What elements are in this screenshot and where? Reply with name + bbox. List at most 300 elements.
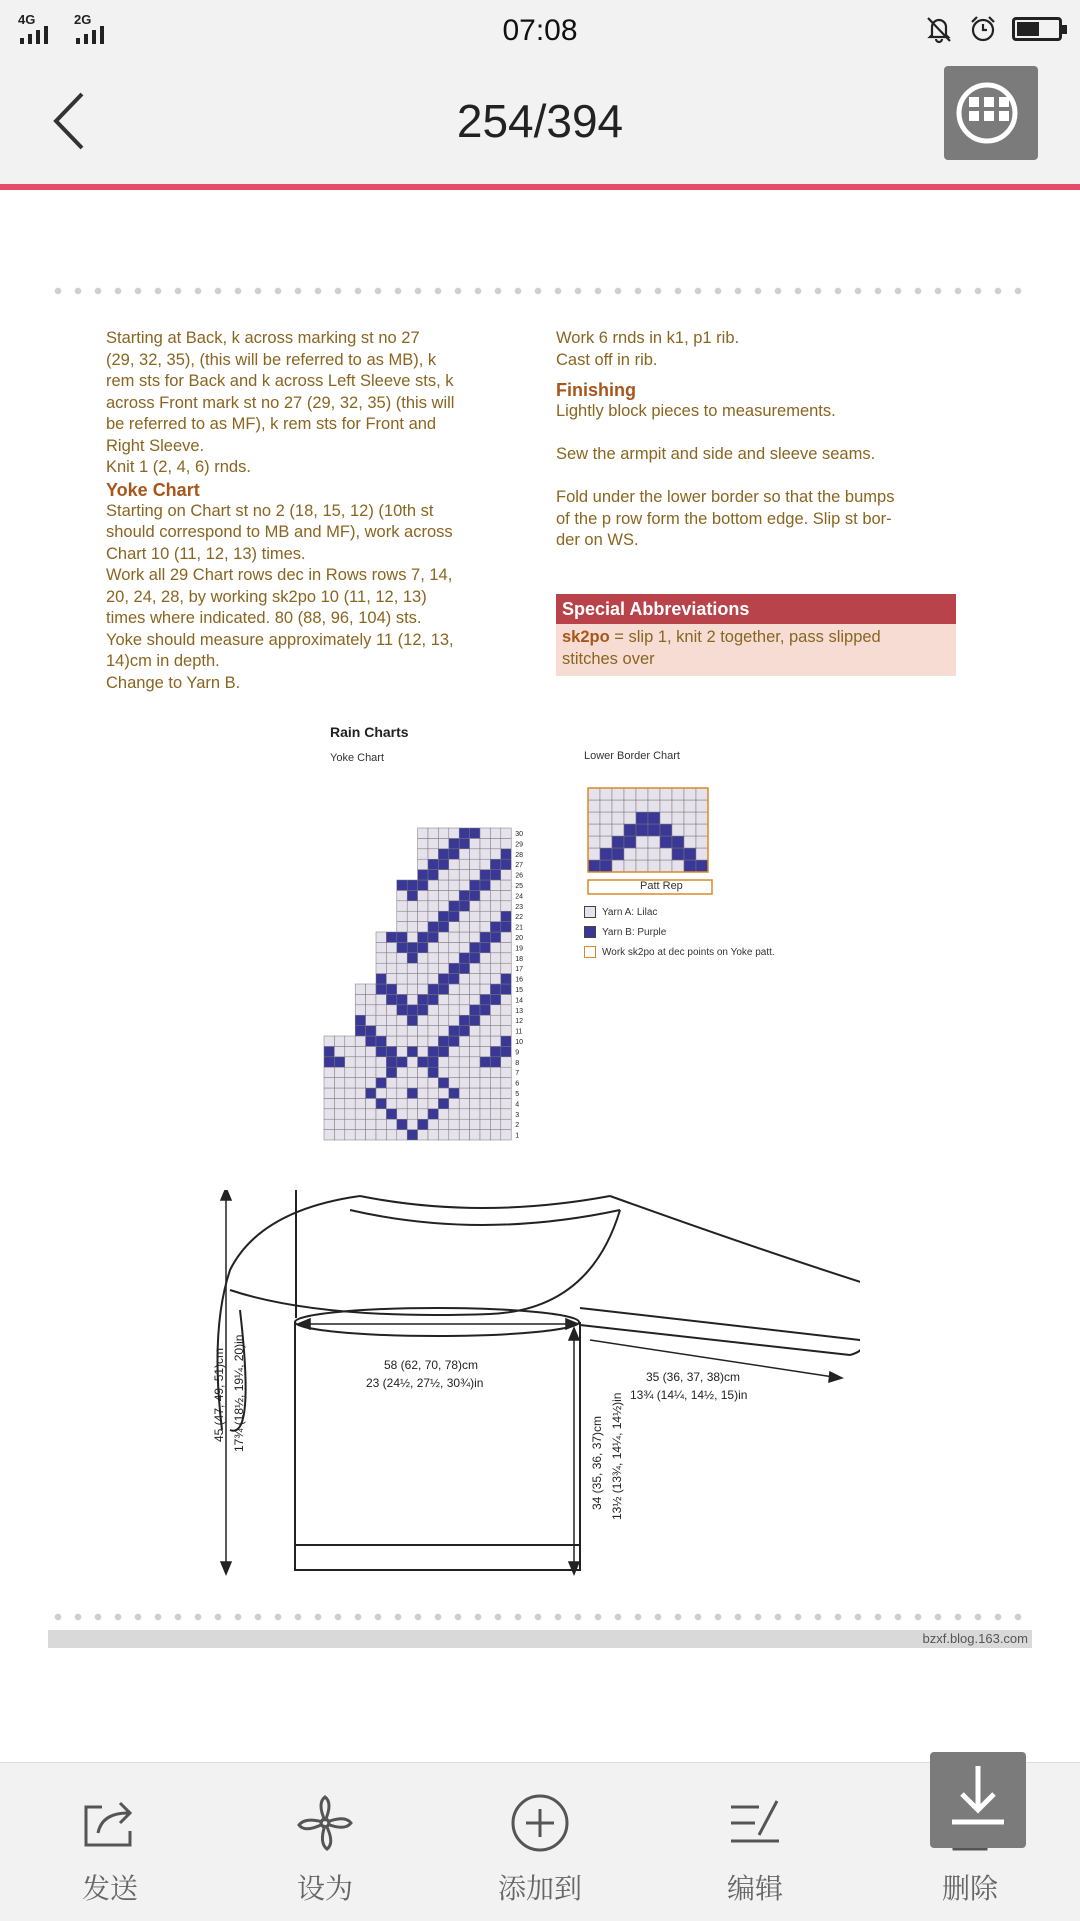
yoke-chart-cell: [397, 1088, 407, 1098]
yoke-chart-cell: [501, 922, 511, 932]
yoke-chart-cell: [438, 1078, 448, 1088]
yoke-chart-cell: [470, 1078, 480, 1088]
yoke-row-number: 16: [515, 976, 523, 984]
yoke-chart-cell: [490, 994, 500, 1004]
yoke-chart-cell: [490, 828, 500, 838]
yoke-chart-cell: [438, 911, 448, 921]
border-chart-cell: [672, 812, 684, 824]
yoke-chart-cell: [428, 870, 438, 880]
yoke-chart-cell: [490, 942, 500, 952]
dotted-divider-bottom: [48, 1612, 1032, 1622]
yoke-chart-cell: [376, 1015, 386, 1025]
yoke-chart-cell: [428, 859, 438, 869]
yoke-chart-cell: [324, 1088, 334, 1098]
yoke-chart-cell: [490, 1078, 500, 1088]
yoke-chart-cell: [428, 890, 438, 900]
yoke-chart-cell: [376, 1046, 386, 1056]
yoke-chart-cell: [459, 849, 469, 859]
yoke-chart-cell: [355, 984, 365, 994]
yoke-chart-cell: [418, 1036, 428, 1046]
border-chart-cell: [684, 836, 696, 848]
yoke-chart-cell: [355, 1098, 365, 1108]
yoke-chart-cell: [428, 922, 438, 932]
abbr-def-2: stitches over: [562, 650, 655, 668]
yoke-chart-cell: [397, 953, 407, 963]
yoke-chart-cell: [418, 849, 428, 859]
yoke-chart-cell: [376, 1057, 386, 1067]
yoke-chart-cell: [449, 974, 459, 984]
border-chart-cell: [612, 824, 624, 836]
border-chart-cell: [588, 800, 600, 812]
yoke-chart-cell: [355, 1057, 365, 1067]
yoke-chart-cell: [324, 1078, 334, 1088]
yoke-chart-cell: [397, 974, 407, 984]
yoke-chart-cell: [501, 942, 511, 952]
yoke-chart-cell: [490, 1026, 500, 1036]
yoke-chart-cell: [459, 1015, 469, 1025]
dotted-divider: [48, 286, 1032, 296]
yoke-chart-cell: [449, 828, 459, 838]
yoke-chart-cell: [459, 1046, 469, 1056]
document-page[interactable]: [0, 190, 1080, 1760]
finishing-line: Fold under the lower border so that the bumps: [556, 488, 895, 506]
yoke-chart-cell: [376, 932, 386, 942]
border-chart-cell: [588, 824, 600, 836]
border-chart-cell: [660, 824, 672, 836]
yoke-chart-cell: [459, 1088, 469, 1098]
yoke-chart-cell: [418, 1078, 428, 1088]
body-measurement: 34 (35, 36, 37)cm: [590, 1415, 604, 1510]
yoke-chart-cell: [480, 1109, 490, 1119]
yoke-chart-cell: [470, 974, 480, 984]
yoke-chart-cell: [480, 1130, 490, 1140]
set-as-button[interactable]: 设为: [260, 1793, 390, 1907]
yoke-chart-cell: [386, 1109, 396, 1119]
yoke-chart-cell: [480, 963, 490, 973]
yoke-chart-cell: [428, 911, 438, 921]
yoke-chart-cell: [407, 984, 417, 994]
download-overlay-button[interactable]: [930, 1752, 1026, 1848]
yoke-chart-cell: [376, 963, 386, 973]
yoke-chart-cell: [324, 1036, 334, 1046]
yoke-chart-cell: [459, 911, 469, 921]
yoke-chart-cell: [418, 974, 428, 984]
yoke-chart-cell: [501, 953, 511, 963]
yoke-chart-cell: [428, 1088, 438, 1098]
yoke-chart-cell: [501, 1057, 511, 1067]
yoke-chart-cell: [428, 1109, 438, 1119]
yoke-chart-cell: [459, 942, 469, 952]
yoke-chart-cell: [407, 1088, 417, 1098]
yoke-chart-cell: [397, 880, 407, 890]
finishing-line: [556, 423, 976, 445]
yoke-chart-cell: [459, 890, 469, 900]
yoke-chart-cell: [490, 849, 500, 859]
border-chart-cell: [600, 824, 612, 836]
yoke-chart-cell: [376, 1088, 386, 1098]
yoke-chart-cell: [345, 1036, 355, 1046]
yoke-chart-cell: [459, 953, 469, 963]
yoke-chart-cell: [376, 1098, 386, 1108]
yoke-chart-cell: [449, 932, 459, 942]
yoke-chart-cell: [438, 984, 448, 994]
grid-icon: [944, 66, 1038, 160]
footer-bar: [48, 1630, 1032, 1648]
finishing-line: [556, 466, 976, 488]
border-chart-cell: [648, 860, 660, 872]
yoke-chart-cell: [386, 1119, 396, 1129]
yoke-chart-cell: [345, 1078, 355, 1088]
yoke-chart-cell: [407, 994, 417, 1004]
sweater-schematic: [200, 1190, 860, 1590]
border-chart-cell: [624, 812, 636, 824]
finishing-line: der on WS.: [556, 531, 639, 549]
yoke-chart-cell: [428, 1046, 438, 1056]
edit-icon: [725, 1793, 785, 1853]
yoke-chart-cell: [355, 1119, 365, 1129]
clock: 07:08: [502, 14, 578, 47]
yoke-chart-cell: [386, 963, 396, 973]
yoke-heading: Yoke Chart: [106, 479, 200, 500]
yoke-chart-cell: [459, 1067, 469, 1077]
yoke-chart-cell: [490, 911, 500, 921]
yoke-chart-cell: [501, 1119, 511, 1129]
yoke-row-number: 21: [515, 924, 523, 932]
yoke-chart-cell: [324, 1130, 334, 1140]
border-chart-cell: [612, 788, 624, 800]
border-chart-cell: [588, 812, 600, 824]
yoke-chart-cell: [407, 911, 417, 921]
yoke-chart-cell: [501, 890, 511, 900]
yoke-chart-cell: [470, 838, 480, 848]
yoke-chart-cell: [407, 1046, 417, 1056]
yoke-chart-cell: [449, 963, 459, 973]
yoke-chart-cell: [428, 828, 438, 838]
yoke-line: should correspond to MB and MF), work across: [106, 523, 453, 541]
yoke-chart-cell: [345, 1046, 355, 1056]
yoke-chart-cell: [355, 1005, 365, 1015]
yoke-row-number: 14: [515, 997, 523, 1005]
yoke-chart-cell: [501, 1015, 511, 1025]
border-chart-cell: [672, 860, 684, 872]
yoke-chart-cell: [438, 1067, 448, 1077]
border-chart-cell: [696, 860, 708, 872]
yoke-chart-cell: [376, 1130, 386, 1140]
yoke-chart-cell: [449, 890, 459, 900]
yoke-chart-cell: [490, 1119, 500, 1129]
yoke-chart-cell: [418, 942, 428, 952]
send-button[interactable]: 发送: [45, 1793, 175, 1907]
lower-border-chart: [576, 766, 746, 896]
yoke-chart-cell: [459, 1109, 469, 1119]
border-chart-cell: [660, 848, 672, 860]
yoke-chart-cell: [470, 880, 480, 890]
rib-text: [556, 328, 976, 371]
yoke-chart-cell: [334, 1109, 344, 1119]
yoke-row-number: 22: [515, 914, 523, 922]
yoke-chart-cell: [490, 953, 500, 963]
yoke-text: [106, 501, 526, 695]
yoke-chart-cell: [407, 1005, 417, 1015]
yoke-chart-cell: [397, 1005, 407, 1015]
yoke-chart-cell: [428, 1036, 438, 1046]
yoke-chart-cell: [407, 922, 417, 932]
yoke-chart-cell: [386, 1036, 396, 1046]
yoke-chart-cell: [501, 1036, 511, 1046]
yoke-row-number: 7: [515, 1070, 520, 1078]
yoke-chart-cell: [459, 963, 469, 973]
yoke-chart-cell: [397, 911, 407, 921]
yoke-chart-cell: [397, 1067, 407, 1077]
yoke-chart-cell: [438, 1046, 448, 1056]
yoke-chart-cell: [438, 1026, 448, 1036]
yoke-chart-cell: [418, 1026, 428, 1036]
yoke-chart-cell: [470, 1026, 480, 1036]
yoke-chart-cell: [366, 1046, 376, 1056]
yoke-chart-cell: [501, 880, 511, 890]
yoke-chart-cell: [480, 859, 490, 869]
yoke-row-number: 27: [515, 862, 523, 870]
yoke-chart-cell: [490, 932, 500, 942]
yoke-chart-cell: [480, 984, 490, 994]
intro-line: be referred to as MF), k rem sts for Front and: [106, 415, 437, 433]
border-chart-cell: [636, 800, 648, 812]
edit-button[interactable]: 编辑: [690, 1793, 820, 1907]
yoke-chart-cell: [386, 1078, 396, 1088]
border-chart-cell: [660, 788, 672, 800]
yoke-chart-cell: [459, 1005, 469, 1015]
yoke-chart-cell: [397, 1109, 407, 1119]
purple-swatch: [584, 926, 596, 938]
yoke-chart-cell: [438, 1015, 448, 1025]
yoke-chart-cell: [376, 1078, 386, 1088]
yoke-row-number: 9: [515, 1049, 520, 1057]
border-chart-cell: [672, 824, 684, 836]
rib-line: Work 6 rnds in k1, p1 rib.: [556, 329, 740, 347]
yoke-chart-cell: [438, 1057, 448, 1067]
yoke-chart-cell: [386, 1067, 396, 1077]
yoke-chart-cell: [480, 870, 490, 880]
yoke-chart-cell: [418, 1109, 428, 1119]
yoke-chart-cell: [324, 1046, 334, 1056]
intro-text: [106, 328, 526, 479]
yoke-chart-cell: [366, 1078, 376, 1088]
yoke-chart-cell: [397, 932, 407, 942]
yoke-chart-cell: [397, 922, 407, 932]
yoke-chart-cell: [428, 963, 438, 973]
yoke-chart-cell: [490, 1046, 500, 1056]
border-chart-cell: [660, 800, 672, 812]
yoke-chart-cell: [386, 953, 396, 963]
yoke-chart-cell: [480, 1036, 490, 1046]
yoke-row-number: 12: [515, 1018, 523, 1026]
border-chart-cell: [588, 788, 600, 800]
yoke-chart-cell: [470, 890, 480, 900]
yoke-chart-cell: [480, 828, 490, 838]
height-measurement: 45 (47, 49, 51)cm: [212, 1347, 226, 1442]
patt-rep-label: Patt Rep: [640, 880, 683, 892]
yoke-chart-cell: [397, 1036, 407, 1046]
yoke-chart-cell: [386, 1005, 396, 1015]
border-chart-cell: [672, 848, 684, 860]
yoke-chart-cell: [490, 984, 500, 994]
yoke-chart-cell: [459, 984, 469, 994]
yoke-chart-cell: [490, 890, 500, 900]
yoke-chart-cell: [376, 1119, 386, 1129]
yoke-chart-cell: [470, 942, 480, 952]
yoke-chart-cell: [334, 1119, 344, 1129]
yoke-chart-cell: [501, 1046, 511, 1056]
border-chart-cell: [624, 824, 636, 836]
yoke-chart-cell: [438, 1109, 448, 1119]
alarm-icon: [968, 14, 998, 44]
border-chart-cell: [660, 836, 672, 848]
yoke-chart-cell: [418, 1005, 428, 1015]
yoke-chart-cell: [438, 922, 448, 932]
battery-icon: [1012, 17, 1062, 41]
yoke-chart-cell: [490, 1057, 500, 1067]
yoke-chart-cell: [407, 1119, 417, 1129]
body-measurement-in: 13½ (13¾, 14¼, 14½)in: [610, 1392, 624, 1520]
yoke-chart-cell: [324, 1109, 334, 1119]
yoke-chart-cell: [418, 1067, 428, 1077]
yoke-chart-cell: [386, 1130, 396, 1140]
yoke-chart-cell: [428, 1098, 438, 1108]
yoke-chart-cell: [355, 1046, 365, 1056]
yoke-chart-cell: [438, 1088, 448, 1098]
border-chart-cell: [672, 800, 684, 812]
yoke-chart-cell: [480, 1015, 490, 1025]
yoke-chart-cell: [470, 1119, 480, 1129]
yoke-chart-cell: [501, 1005, 511, 1015]
intro-line: Starting at Back, k across marking st no 27: [106, 329, 420, 347]
grid-button[interactable]: [944, 66, 1038, 160]
signal-icon: 4G: [18, 12, 60, 46]
yoke-row-number: 19: [515, 945, 523, 953]
yoke-chart-cell: [376, 1036, 386, 1046]
yoke-chart-cell: [345, 1119, 355, 1129]
yoke-chart-cell: [490, 1015, 500, 1025]
yoke-chart-cell: [407, 1098, 417, 1108]
yoke-chart-cell: [334, 1130, 344, 1140]
yoke-chart-cell: [459, 1036, 469, 1046]
yoke-chart-cell: [470, 1067, 480, 1077]
yoke-chart-cell: [470, 994, 480, 1004]
yoke-chart-cell: [366, 1015, 376, 1025]
yoke-chart-cell: [490, 880, 500, 890]
bottom-action-bar: [0, 1762, 1080, 1921]
yoke-chart-cell: [449, 1067, 459, 1077]
yoke-chart-cell: [470, 1088, 480, 1098]
yoke-chart-cell: [366, 1026, 376, 1036]
yoke-chart-cell: [366, 1088, 376, 1098]
chart-legend: Yarn A: Lilac Yarn B: Purple Work sk2po at dec points on Yoke patt.: [584, 902, 775, 962]
header-bar: [0, 62, 1080, 184]
abbr-def-1: = slip 1, knit 2 together, pass slipped: [609, 628, 881, 646]
abbreviations-heading: Special Abbreviations: [556, 594, 956, 624]
yoke-row-number: 18: [515, 955, 523, 963]
yoke-chart-cell: [438, 942, 448, 952]
yoke-chart-cell: [480, 911, 490, 921]
yoke-chart-cell: [438, 932, 448, 942]
border-chart-cell: [684, 788, 696, 800]
yoke-chart-cell: [418, 859, 428, 869]
yoke-row-number: 8: [515, 1059, 520, 1067]
yoke-chart-cell: [480, 953, 490, 963]
intro-line: rem sts for Back and k across Left Sleeve sts, k: [106, 372, 454, 390]
border-chart-cell: [588, 836, 600, 848]
yoke-chart-cell: [345, 1130, 355, 1140]
yoke-chart-cell: [459, 1119, 469, 1129]
yoke-row-number: 2: [515, 1122, 520, 1130]
yoke-chart-cell: [470, 859, 480, 869]
yoke-chart-cell: [397, 1078, 407, 1088]
yoke-chart-cell: [407, 1067, 417, 1077]
yoke-chart-cell: [449, 870, 459, 880]
yoke-chart-cell: [459, 994, 469, 1004]
yoke-chart-cell: [386, 1015, 396, 1025]
yoke-chart-cell: [480, 890, 490, 900]
yoke-chart-cell: [418, 994, 428, 1004]
yoke-chart-cell: [397, 994, 407, 1004]
add-to-button[interactable]: 添加到: [475, 1793, 605, 1907]
yoke-chart-cell: [501, 1109, 511, 1119]
yoke-row-number: 10: [515, 1039, 523, 1046]
yoke-chart-cell: [397, 1119, 407, 1129]
yoke-chart-cell: [418, 1088, 428, 1098]
intro-line: Right Sleeve.: [106, 436, 205, 455]
yoke-chart-cell: [490, 1088, 500, 1098]
abbr-term: sk2po: [562, 628, 610, 646]
yoke-chart-cell: [397, 1015, 407, 1025]
yoke-row-number: 20: [515, 935, 523, 942]
yoke-chart-cell: [418, 932, 428, 942]
border-chart-cell: [660, 812, 672, 824]
border-chart-cell: [660, 860, 672, 872]
yoke-chart-cell: [428, 984, 438, 994]
yoke-chart-cell: [397, 1026, 407, 1036]
yoke-chart-cell: [407, 942, 417, 952]
border-chart-cell: [672, 836, 684, 848]
yoke-chart-cell: [334, 1088, 344, 1098]
download-icon: [930, 1752, 1026, 1848]
finishing-line: Lightly block pieces to measurements.: [556, 402, 836, 420]
border-chart-cell: [684, 800, 696, 812]
yoke-line: Work all 29 Chart rows dec in Rows rows 7, 14,: [106, 566, 453, 584]
yoke-chart-cell: [407, 1015, 417, 1025]
yoke-chart-cell: [438, 870, 448, 880]
yoke-chart-cell: [355, 994, 365, 1004]
yoke-chart-cell: [334, 1057, 344, 1067]
yoke-chart-cell: [470, 828, 480, 838]
border-chart-cell: [600, 836, 612, 848]
yoke-chart-cell: [438, 974, 448, 984]
border-chart-cell: [684, 860, 696, 872]
yoke-chart-cell: [459, 1057, 469, 1067]
yoke-chart-cell: [449, 1130, 459, 1140]
yoke-row-number: 29: [515, 841, 523, 849]
yoke-chart-cell: [470, 870, 480, 880]
yoke-chart-cell: [355, 1130, 365, 1140]
yoke-chart-cell: [386, 932, 396, 942]
yoke-chart-cell: [449, 849, 459, 859]
yoke-chart-cell: [386, 994, 396, 1004]
delete-button[interactable]: 删除: [905, 1793, 1035, 1907]
yoke-chart-cell: [334, 1098, 344, 1108]
yoke-row-number: 1: [515, 1132, 520, 1140]
charts-title: Rain Charts: [330, 724, 409, 740]
yoke-chart-cell: [386, 984, 396, 994]
